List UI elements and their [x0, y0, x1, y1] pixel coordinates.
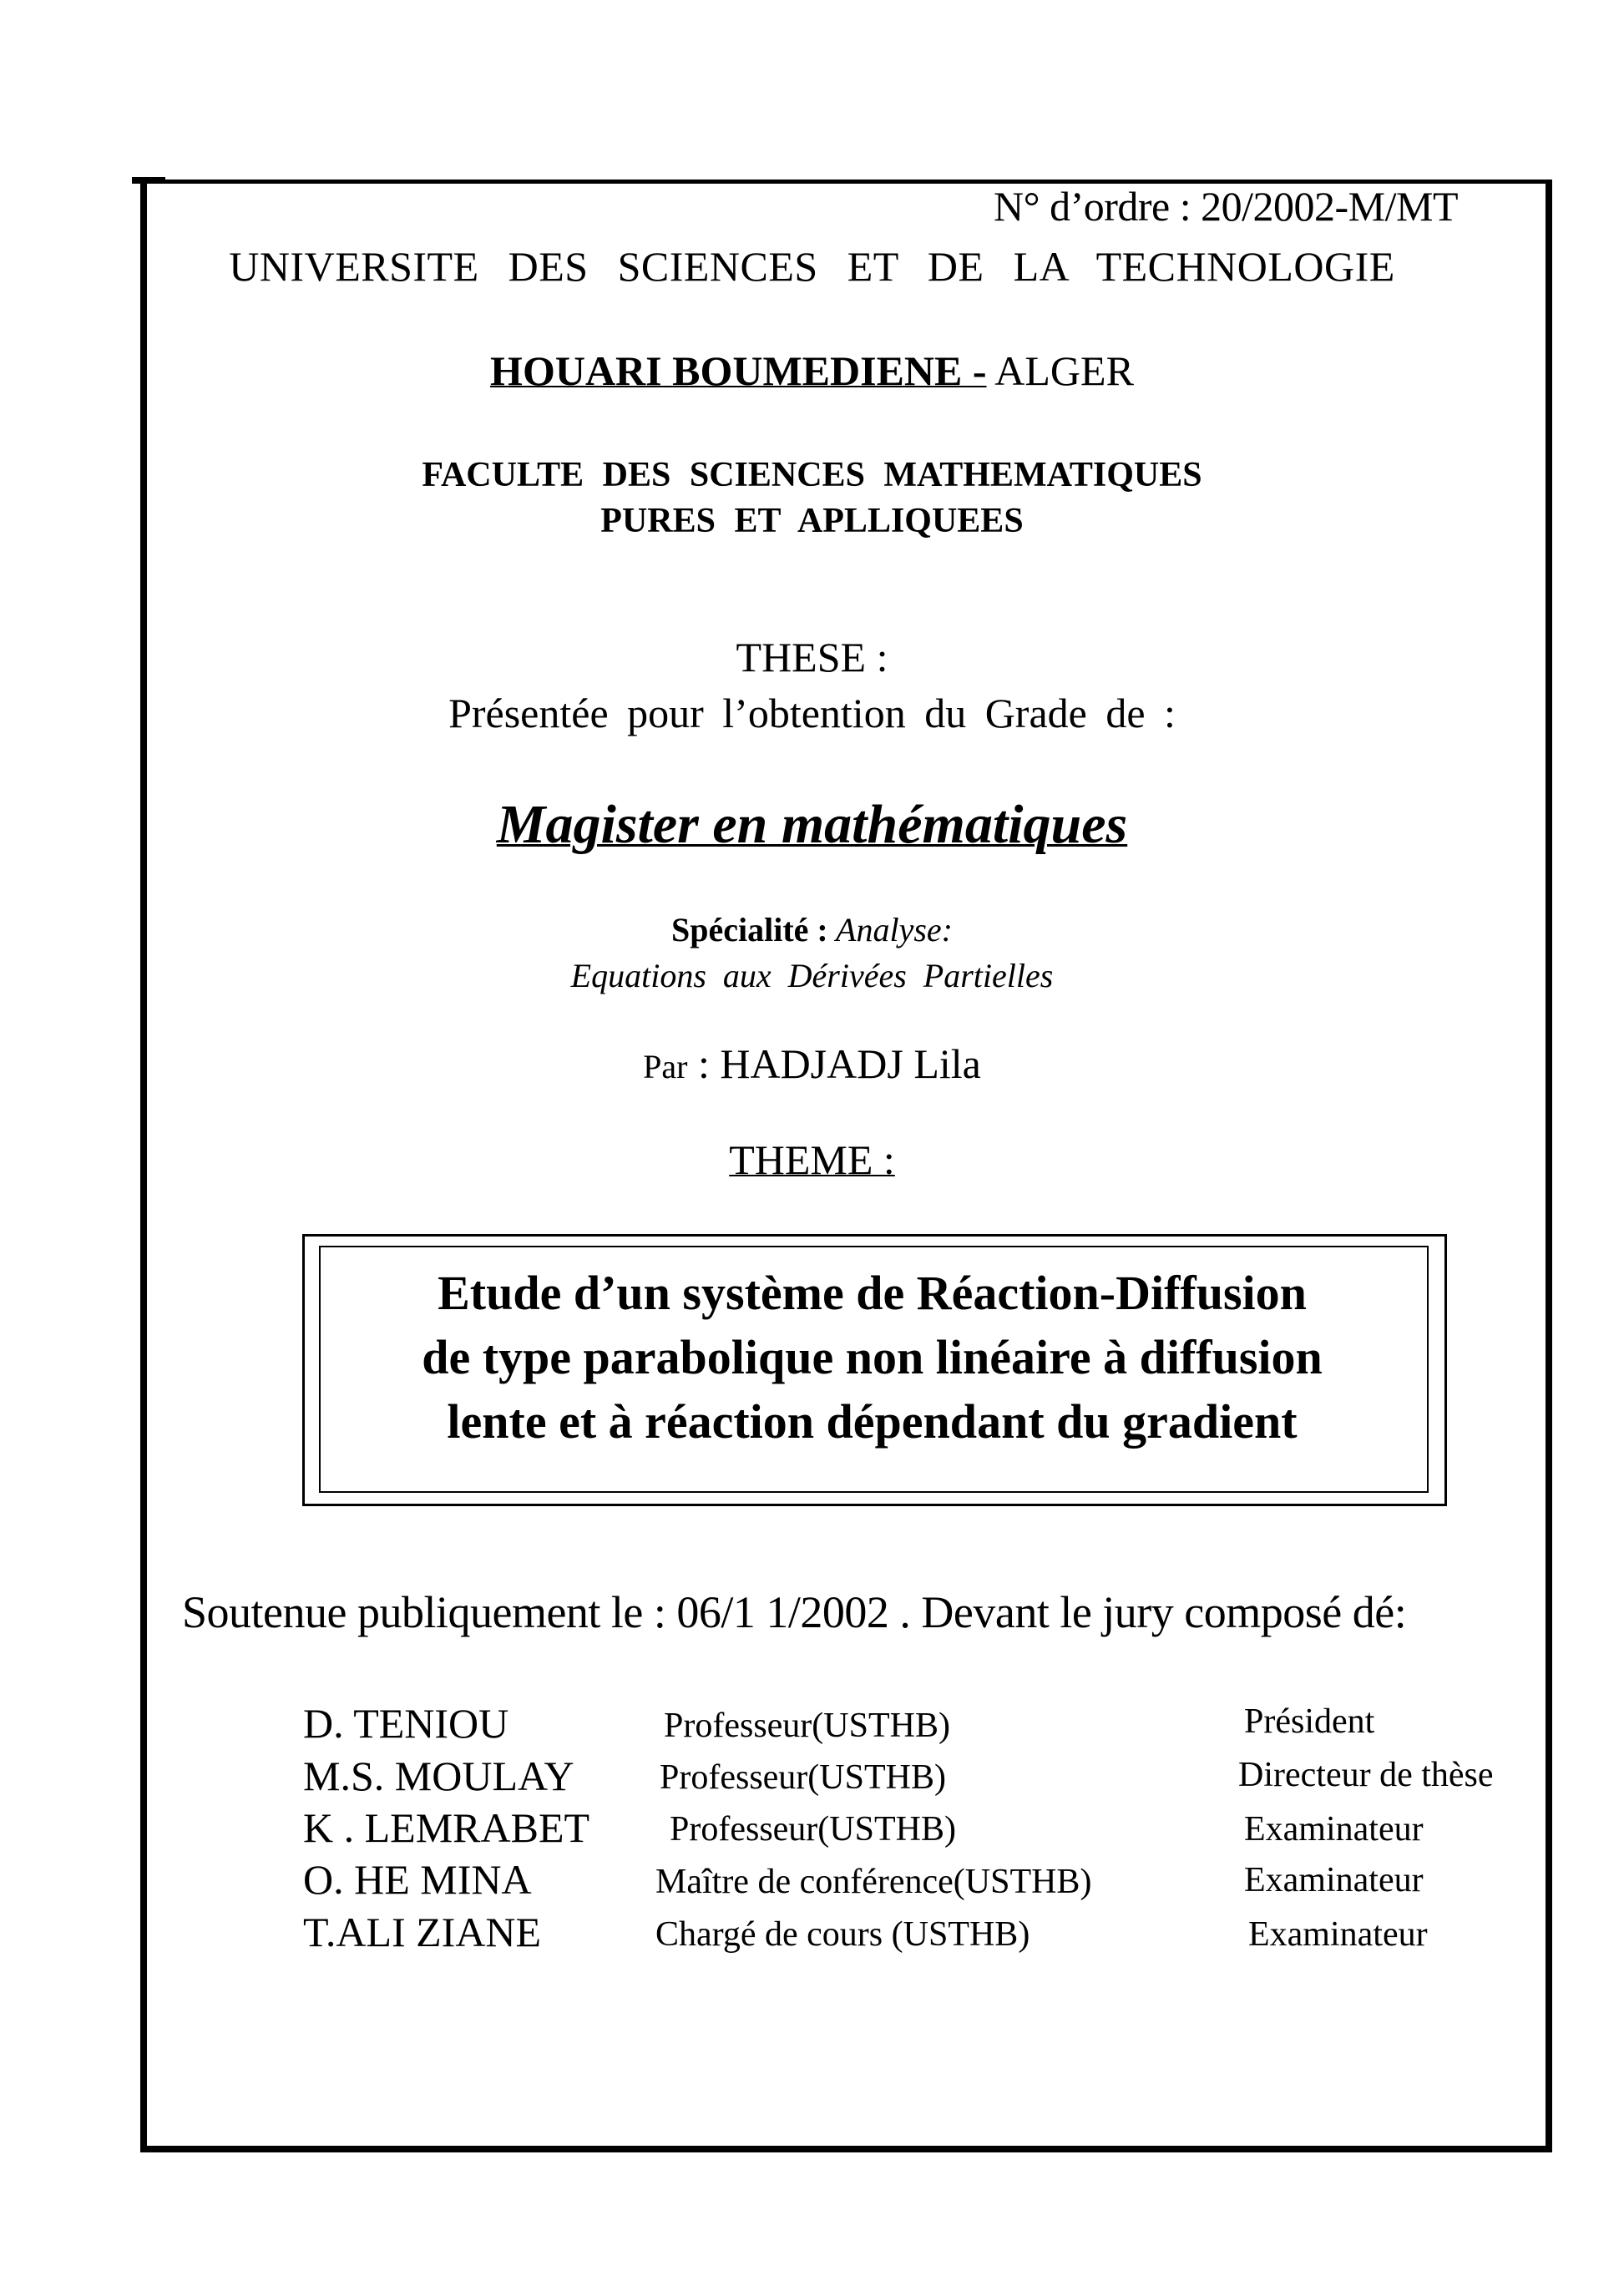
specialite-sub: Equations aux Dérivées Partielles	[570, 957, 1054, 994]
jury-title: Professeur(USTHB)	[670, 1810, 956, 1849]
thesis-title-line: de type parabolique non linéaire à diffusion	[422, 1330, 1323, 1384]
jury-name: D. TENIOU	[303, 1700, 509, 1747]
thesis-title-line: Etude d’un système de Réaction-Diffusion	[438, 1266, 1307, 1320]
jury-role: Examinateur	[1248, 1915, 1428, 1954]
jury-title: Professeur(USTHB)	[664, 1707, 950, 1745]
jury-name: O. HE MINA	[303, 1856, 532, 1903]
jury-title: Maître de conférence(USTHB)	[655, 1863, 1092, 1901]
jury-role: Examinateur	[1244, 1861, 1424, 1899]
university-city-bold: HOUARI BOUMEDIENE -	[490, 347, 987, 394]
order-number: N° d’ordre : 20/2002-M/MT	[994, 183, 1459, 230]
jury-role: Examinateur	[1244, 1810, 1424, 1849]
jury-name: T.ALI ZIANE	[303, 1909, 542, 1955]
faculty-line-2: PURES ET APLLIQUEES	[600, 502, 1024, 540]
faculty-line-1: FACULTE DES SCIENCES MATHEMATIQUES	[422, 456, 1202, 494]
thesis-title-line: lente et à réaction dépendant du gradient	[447, 1394, 1298, 1449]
theme-label: THEME :	[729, 1136, 895, 1183]
par-label: Par	[643, 1048, 688, 1085]
specialite-label: Spécialité :	[671, 911, 828, 948]
thesis-title	[319, 1261, 1425, 1454]
jury-role: Directeur de thèse	[1238, 1756, 1494, 1794]
border-tick-mark	[132, 177, 165, 184]
degree-title: Magister en mathématiques	[496, 794, 1128, 855]
author-line	[0, 1039, 1624, 1088]
university-name: UNIVERSITE DES SCIENCES ET DE LA TECHNOLOGIE	[229, 243, 1395, 290]
jury-title: Chargé de cours (USTHB)	[655, 1915, 1030, 1954]
jury-role: Président	[1244, 1702, 1375, 1741]
defense-statement: Soutenue publiquement le : 06/1 1/2002 . Devant le jury composé dé:	[182, 1587, 1407, 1637]
jury-name: M.S. MOULAY	[303, 1752, 574, 1799]
specialite-value: Analyse:	[827, 911, 953, 948]
university-city-rest: ALGER	[986, 347, 1134, 394]
presented-for: Présentée pour l’obtention du Grade de :	[448, 690, 1176, 736]
university-city	[0, 346, 1624, 395]
thesis-label: THESE :	[736, 634, 888, 680]
specialite	[0, 910, 1624, 949]
jury-name: K . LEMRABET	[303, 1804, 590, 1851]
author-name: : HADJADJ Lila	[687, 1040, 981, 1087]
jury-title: Professeur(USTHB)	[660, 1758, 946, 1797]
